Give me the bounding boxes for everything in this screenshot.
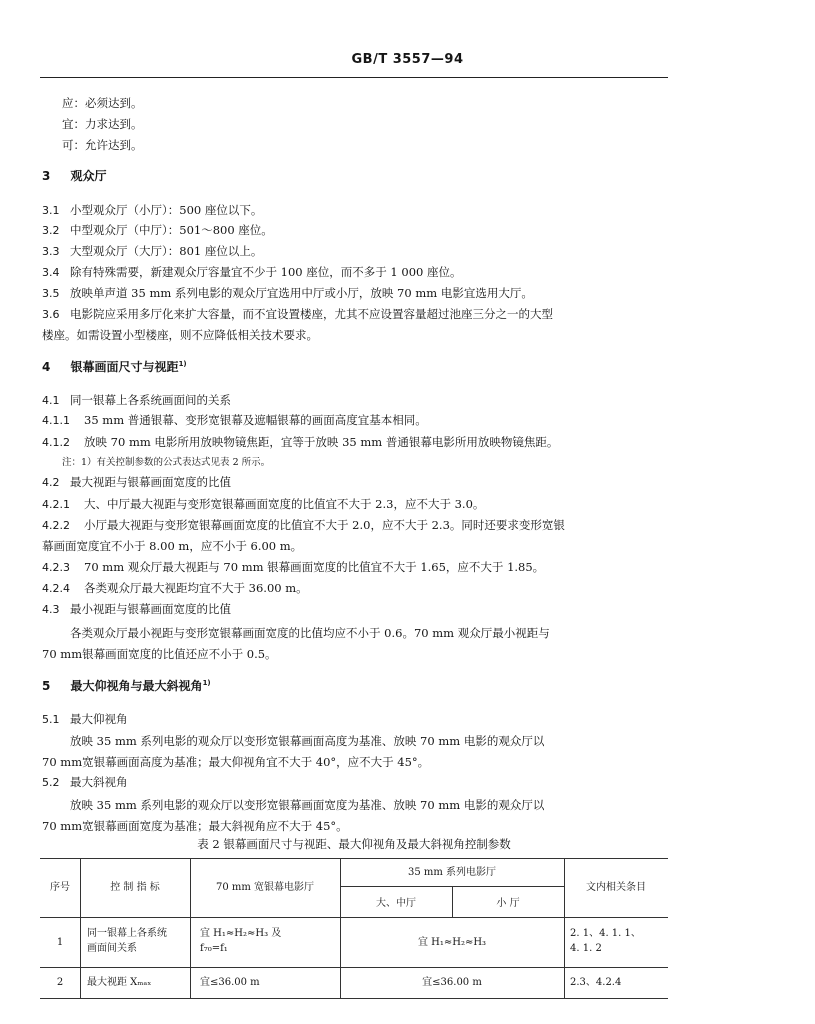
footnote: 注：1）有关控制参数的公式表达式见表 2 所示。 bbox=[62, 457, 271, 468]
table-caption: 表 2 银幕画面尺寸与视距、最大仰视角及最大斜视角控制参数 bbox=[197, 837, 511, 851]
row2-ref: 2.3、4.2.4 bbox=[570, 977, 622, 988]
clause-4-2-1: 4.2.1 大、中厅最大视距与变形宽银幕画面宽度的比值宜不大于 2.3，应不大于 3.0。 bbox=[42, 497, 485, 511]
row1-ref: 2. 1、4. 1. 1、 4. 1. 2 bbox=[570, 928, 641, 954]
table-rule-row1 bbox=[40, 967, 668, 968]
th-70mm: 70 mm 宽银幕电影厅 bbox=[215, 882, 315, 893]
row1-70mm: 宜 H₁≈H₂≈H₃ 及 f₇₀=f₁ bbox=[200, 928, 282, 954]
clause-5-1: 5.1 最大仰视角 bbox=[42, 712, 128, 726]
row1-item: 同一银幕上各系统 画面间关系 bbox=[87, 928, 167, 954]
table-rule-top bbox=[40, 858, 668, 859]
th-35mm-large: 大、中厅 bbox=[376, 898, 416, 909]
clause-4-2: 4.2 最大视距与银幕画面宽度的比值 bbox=[42, 475, 231, 489]
clause-4-3-body-cont: 70 mm银幕画面宽度的比值还应不小于 0.5。 bbox=[42, 647, 277, 661]
th-35mm: 35 mm 系列电影厅 bbox=[407, 867, 497, 878]
section-number: 4 bbox=[42, 360, 51, 374]
table-col-divider bbox=[190, 858, 191, 998]
section-title: 最大仰视角与最大斜视角 bbox=[70, 679, 203, 693]
clause-3-1: 3.1 小型观众厅（小厅）：500 座位以下。 bbox=[42, 203, 263, 217]
row2-no: 2 bbox=[56, 977, 64, 988]
row1-35mm: 宜 H₁≈H₂≈H₃ bbox=[417, 937, 487, 948]
clause-3-4: 3.4 除有特殊需要，新建观众厅容量宜不少于 100 座位，而不多于 1 000 座位。 bbox=[42, 265, 462, 279]
th-no: 序号 bbox=[50, 882, 70, 893]
clause-5-1-body-cont: 70 mm宽银幕画面高度为基准；最大仰视角宜不大于 40°，应不大于 45°。 bbox=[42, 755, 430, 769]
clause-3-6-cont: 楼座。如需设置小型楼座，则不应降低相关技术要求。 bbox=[42, 328, 318, 342]
clause-4-3: 4.3 最小视距与银幕画面宽度的比值 bbox=[42, 602, 231, 616]
clause-5-2-body-cont: 70 mm宽银幕画面宽度为基准；最大斜视角应不大于 45°。 bbox=[42, 819, 348, 833]
clause-4-2-2: 4.2.2 小厅最大视距与变形宽银幕画面宽度的比值宜不大于 2.0，应不大于 2.3。同时还要求变形宽银 bbox=[42, 518, 565, 532]
table-2 bbox=[40, 858, 668, 1024]
clause-4-2-3: 4.2.3 70 mm 观众厅最大视距与 70 mm 银幕画面宽度的比值宜不大于 1.65，应不大于 1.85。 bbox=[42, 560, 545, 574]
section-5-heading: 5 最大仰视角与最大斜视角$^{1)}$ bbox=[42, 679, 211, 693]
clause-4-1: 4.1 同一银幕上各系统画面间的关系 bbox=[42, 393, 231, 407]
section-3-heading bbox=[42, 168, 107, 184]
clause-4-2-4: 4.2.4 各类观众厅最大视距均宜不大于 36.00 m。 bbox=[42, 581, 308, 595]
th-item: 控 制 指 标 bbox=[110, 882, 160, 893]
section-title: 银幕画面尺寸与视距 bbox=[70, 360, 179, 374]
table-col-divider bbox=[564, 858, 565, 998]
clause-3-6: 3.6 电影院应采用多厅化来扩大容量，而不宜设置楼座，尤其不应设置容量超过池座三分之一的大型 bbox=[42, 307, 553, 321]
section-4-heading: 4 银幕画面尺寸与视距$^{1)}$ bbox=[42, 360, 187, 374]
def-ying: 应：必须达到。 bbox=[62, 96, 143, 110]
table-col-divider bbox=[80, 858, 81, 998]
clause-3-3: 3.3 大型观众厅（大厅）：801 座位以上。 bbox=[42, 244, 263, 258]
page-header: GB/T 3557—94 bbox=[351, 52, 464, 67]
section-number: 3 bbox=[42, 169, 51, 183]
table-rule-header bbox=[40, 917, 668, 918]
clause-5-2-body: 放映 35 mm 系列电影的观众厅以变形宽银幕画面宽度为基准、放映 70 mm 电影的观众厅以 bbox=[70, 798, 545, 812]
row2-35mm: 宜≤36.00 m bbox=[422, 977, 482, 988]
clause-3-5: 3.5 放映单声道 35 mm 系列电影的观众厅宜选用中厅或小厅，放映 70 mm 电影宜选用大厅。 bbox=[42, 286, 533, 300]
row1-no: 1 bbox=[56, 937, 64, 948]
table-rule-bottom bbox=[40, 998, 668, 999]
th-ref: 文内相关条目 bbox=[586, 882, 646, 893]
section-number: 5 bbox=[42, 679, 51, 693]
def-yi: 宜：力求达到。 bbox=[62, 117, 143, 131]
row2-item: 最大视距 Xₘₐₓ bbox=[87, 977, 152, 988]
clause-5-2: 5.2 最大斜视角 bbox=[42, 775, 128, 789]
th-35mm-small: 小 厅 bbox=[496, 898, 520, 909]
clause-5-1-body: 放映 35 mm 系列电影的观众厅以变形宽银幕画面高度为基准、放映 70 mm 电影的观众厅以 bbox=[70, 734, 545, 748]
clause-3-2: 3.2 中型观众厅（中厅）：501～800 座位。 bbox=[42, 223, 273, 237]
def-ke: 可：允许达到。 bbox=[62, 138, 143, 152]
clause-4-1-1: 4.1.1 35 mm 普通银幕、变形宽银幕及遮幅银幕的画面高度宜基本相同。 bbox=[42, 413, 427, 427]
clause-4-3-body: 各类观众厅最小视距与变形宽银幕画面宽度的比值均应不小于 0.6。70 mm 观众厅最小视距与 bbox=[70, 626, 550, 640]
clause-4-1-2: 4.1.2 放映 70 mm 电影所用放映物镜焦距，宜等于放映 35 mm 普通银幕电影所用放映物镜焦距。 bbox=[42, 435, 559, 449]
header-rule bbox=[40, 77, 668, 78]
row2-70mm: 宜≤36.00 m bbox=[200, 977, 260, 988]
clause-4-2-2-cont: 幕画面宽度宜不小于 8.00 m，应不小于 6.00 m。 bbox=[42, 539, 303, 553]
section-title: 观众厅 bbox=[70, 169, 107, 183]
